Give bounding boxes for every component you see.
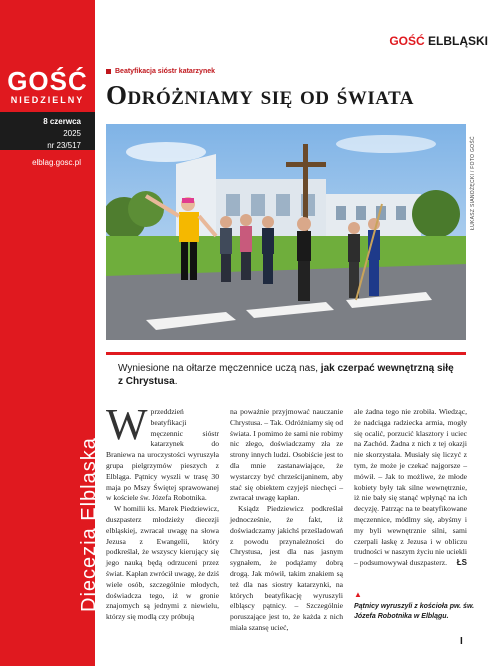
issue-box	[0, 112, 95, 150]
issue-number: nr 23/517	[47, 141, 81, 150]
kicker-square-icon	[106, 69, 111, 74]
lead-bold: jak czerpać wewnętrzną siłę z Chrystusa	[118, 363, 454, 387]
diocese-title: Diecezja Elbląska	[78, 437, 100, 612]
brand-gosc: GOŚĆ	[389, 34, 425, 48]
photo-caption	[354, 590, 484, 622]
body-paragraph-text: ale żadna tego nie zrobiła. Wiedząc, że nadciąga radziecka armia, mogły się ocalić, porzucić klasztory i uciec na Zachód. Żadna z nich z tej okazji nie skorzystała. Musiały się liczyć z tym, że może je czekać najgorsze – mówił. – Jak to możliwe, że młode kobiety były tak silne wewnętrznie, iż nie bały się stanąć wpłynąć na ich decyzję. Patrząc na te beatyfikowane męczennice, módlmy się, abyśmy i my byli wewnętrznie silni, sami czerpali łaskę z Jezusa i w obliczu trudności w naszym życiu nie uciekli – podsumowywał duszpasterz.	[354, 407, 467, 568]
issue-year: 2025	[63, 129, 81, 138]
article-photo	[106, 124, 466, 340]
issue-date: 8 czerwca	[43, 117, 81, 126]
section-brand	[389, 34, 488, 48]
article-kicker	[106, 68, 215, 75]
logo-sub-text: NIEDZIELNY	[10, 95, 85, 105]
author-signature: ŁS	[456, 558, 467, 568]
caption-text: Pątnicy wyruszyli z kościoła pw. św. Józefa Robotnika w Elblągu.	[354, 603, 475, 620]
pilgrims-photo-illustration	[106, 124, 466, 340]
article-body	[106, 400, 468, 632]
body-paragraph: Ksiądz Piedziewicz podkreślał jednocześnie, że fakt, iż doświadczamy jakichś prześladowań z powodu przynależności do Chrystusa, jest dla nas jasnym sygnałem, że podążamy dobrą drogą. Jak mówił, takim znakiem są też dla nas siostry katarzynki, na których beatyfikację wyruszyli elbląscy pątnicy. – Szczególnie poruszające jest to, że każda z nich miała szansę ucieć,	[230, 504, 343, 632]
lead-end: .	[174, 376, 178, 387]
brand-region: ELBLĄSKI	[428, 34, 488, 48]
sidebar	[0, 0, 100, 666]
body-column-2	[230, 407, 343, 634]
drop-cap: W	[106, 400, 148, 449]
lead-start: Wyniesione na ołtarze męczennice uczą nas,	[118, 363, 321, 374]
logo-main-text: GOŚĆ	[7, 66, 88, 96]
body-column-3	[354, 407, 467, 569]
body-paragraph: W homilii ks. Marek Piedziewicz, duszpasterz młodzieży diecezji elbląskiej, zwracał uwagę na słowa Jezusa z Ewangelii, który podkreślał, że wszyscy kierujący się jego nauką będą odrzuceni przez świat. Kapłan zwrócił uwagę, że dziś wiele osób, szczególnie młodych, doświadcza tego, iż w gronie znajomych są jednymi z niewielu, którzy się modlą czy próbują	[106, 504, 219, 622]
body-paragraph: na poważnie przyjmować nauczanie Chrystusa. – Tak. Odróżniamy się od świata. I pomimo że sami nie robimy nic złego, doświadczamy zła ze strony innych ludzi. Osobiście jest to dla mnie zastanawiające, że wystarczy być chrześcijaninem, aby stać się obiektem czyjejś niechęci – zwracał uwagę kapłan.	[230, 407, 343, 503]
website-link[interactable]: elblag.gosc.pl	[32, 158, 81, 167]
article-headline: Odróżniamy się od świata	[106, 80, 415, 110]
photo-credit: ŁUKASZ SIANOŻĘCKI / FOTO GOŚĆ	[470, 136, 476, 230]
body-paragraph	[354, 407, 467, 569]
lead-divider	[106, 352, 466, 355]
caption-triangle-icon: ▲	[354, 590, 362, 599]
kicker-text: Beatyfikacja sióstr katarzynek	[115, 68, 215, 75]
body-column-1	[106, 400, 219, 623]
page-number: I	[460, 636, 463, 647]
masthead-logo	[0, 68, 95, 105]
article-lead	[118, 362, 458, 388]
body-paragraph: przeddzień beatyfikacji męczennic sióstr katarzynek do Braniewa na uroczystości wyruszyła grupa pielgrzymów pieszych z Elbląga. Pątnicy wyszli w trasę 30 maja po Mszy Świętej sprawowanej w kościele św. Józefa Robotnika.	[106, 407, 219, 503]
